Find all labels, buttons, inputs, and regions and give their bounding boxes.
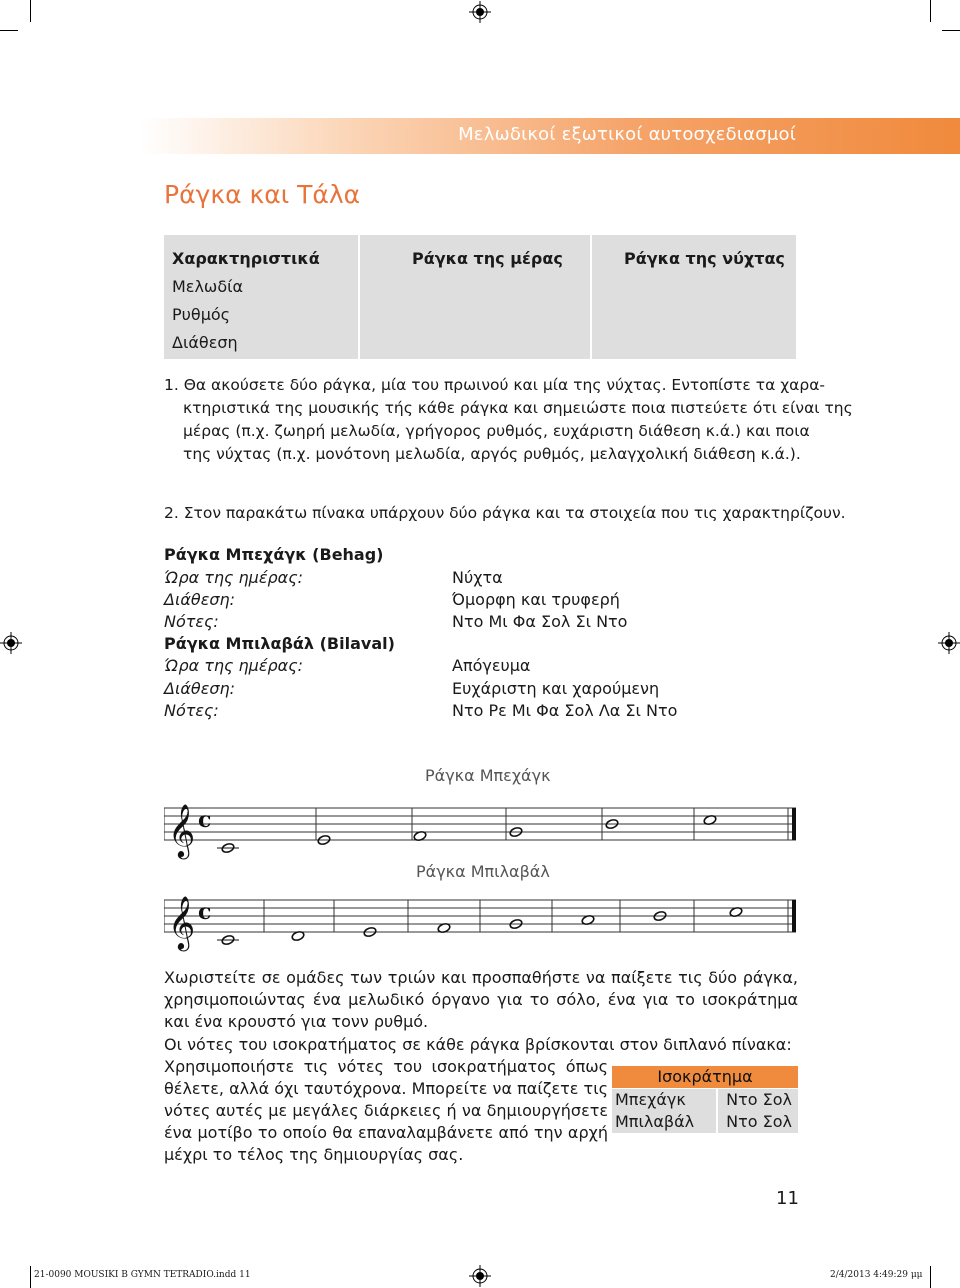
ison-table-header: Ισοκράτημα	[612, 1066, 798, 1088]
crop-mark	[30, 1266, 31, 1288]
registration-mark-icon	[0, 632, 22, 654]
raga-bilaval-mood-label: Διάθεση:	[164, 679, 236, 698]
raga-bilaval-mood: Ευχάριστη και χαρούμενη	[452, 679, 660, 698]
page-number: 11	[776, 1188, 799, 1209]
treble-clef-icon: 𝄞	[168, 895, 196, 949]
ison-raga: Μπιλαβάλ	[615, 1112, 695, 1131]
crop-mark	[930, 1266, 931, 1288]
raga-behag-notes-label: Νότες:	[164, 612, 219, 631]
staff-behag	[164, 796, 800, 860]
raga-behag-mood: Όμορφη και τρυφερή	[452, 590, 620, 609]
table-row-label: Διάθεση	[172, 333, 238, 352]
common-time-icon: c	[198, 807, 212, 833]
ison-notes: Ντο Σολ	[726, 1090, 792, 1109]
raga-bilaval-time: Απόγευμα	[452, 656, 531, 675]
table-row-label: Μελωδία	[172, 277, 244, 296]
slug-date: 2/4/2013 4:49:29 μμ	[830, 1270, 923, 1280]
crop-mark	[0, 30, 18, 31]
section-title: Ράγκα και Τάλα	[164, 180, 361, 209]
paragraph-groups: Χωριστείτε σε ομάδες των τριών και προσπαθήστε να παίξετε τις δύο ράγκα, χρησιμοποιώντας ένα μελωδικό όργανο για το σόλο, ένα για το ισοκράτημα και ένα κρουστό για τονν ρυθμό.	[164, 968, 798, 1031]
table-header-cell: Χαρακτηριστικά	[172, 249, 320, 268]
common-time-icon: c	[198, 899, 212, 925]
table-header-cell: Ράγκα της μέρας	[412, 249, 563, 268]
exercise-1-line: της νύχτας (π.χ. μονότονη μελωδία, αργός ρυθμός, μελαγχολική διάθεση κ.ά.).	[183, 445, 801, 463]
crop-mark	[30, 0, 31, 22]
characteristics-table	[164, 235, 796, 359]
raga-bilaval-notes-label: Νότες:	[164, 701, 219, 720]
crop-mark	[930, 0, 931, 22]
slug-file: 21-0090 MOUSIKI B GYMN TETRADIO.indd 11	[34, 1270, 251, 1280]
raga-bilaval-notes: Ντο Ρε Μι Φα Σολ Λα Σι Ντο	[452, 701, 678, 720]
registration-mark-icon	[938, 632, 960, 654]
exercise-1-line: μέρας (π.χ. ζωηρή μελωδία, γρήγορος ρυθμός, ευχάριστη διάθεση κ.ά.) και ποια	[183, 422, 810, 440]
paragraph-ison-intro: Οι νότες του ισοκρατήματος σε κάθε ράγκα βρίσκονται στον διπλανό πίνακα:	[164, 1035, 792, 1054]
crop-mark	[942, 30, 960, 31]
raga-bilaval-time-label: Ώρα της ημέρας:	[164, 656, 303, 675]
raga-bilaval-title: Ράγκα Μπιλαβάλ (Bilaval)	[164, 634, 395, 653]
exercise-2: 2. Στον παρακάτω πίνακα υπάρχουν δύο ράγκα και τα στοιχεία που τις χαρακτηρίζουν.	[164, 504, 846, 522]
treble-clef-icon: 𝄞	[168, 803, 196, 857]
raga-behag-time-label: Ώρα της ημέρας:	[164, 568, 303, 587]
ison-raga: Μπεχάγκ	[615, 1090, 686, 1109]
staff-behag-title: Ράγκα Μπεχάγκ	[425, 766, 551, 785]
staff-bilaval	[164, 892, 800, 952]
ison-table-row	[612, 1089, 798, 1111]
table-row-label: Ρυθμός	[172, 305, 231, 324]
ison-table-row	[612, 1111, 798, 1133]
ison-notes: Ντο Σολ	[726, 1112, 792, 1131]
raga-behag-time: Νύχτα	[452, 568, 503, 587]
exercise-1-line: 1. Θα ακούσετε δύο ράγκα, μία του πρωινού και μία της νύχτας. Εντοπίστε τα χαρα-	[164, 376, 826, 394]
staff-bilaval-title: Ράγκα Μπιλαβάλ	[416, 862, 550, 881]
paragraph-ison-usage: Χρησιμοποιήστε τις νότες του ισοκρατήματος όπως θέλετε, αλλά όχι ταυτόχρονα. Μπορείτε να παίζετε τις νότες αυτές με μεγάλες διάρκειες ή να δημιουργήσετε ένα μοτίβο το οποίο θα επαναλαμβάνετε από την αρχή μέχρι το τέλος της δημιουργίας σας.	[164, 1057, 608, 1164]
raga-behag-mood-label: Διάθεση:	[164, 590, 236, 609]
header-band-title: Μελωδικοί εξωτικοί αυτοσχεδιασμοί	[458, 124, 796, 145]
raga-behag-title: Ράγκα Μπεχάγκ (Behag)	[164, 545, 384, 564]
registration-mark-icon	[469, 1265, 491, 1287]
raga-behag-notes: Ντο Μι Φα Σολ Σι Ντο	[452, 612, 628, 631]
exercise-1-line: κτηριστικά της μουσικής τής κάθε ράγκα και σημειώστε ποια πιστεύετε ότι είναι της	[183, 399, 853, 417]
table-header-cell: Ράγκα της νύχτας	[624, 249, 785, 268]
registration-mark-icon	[469, 1, 491, 23]
